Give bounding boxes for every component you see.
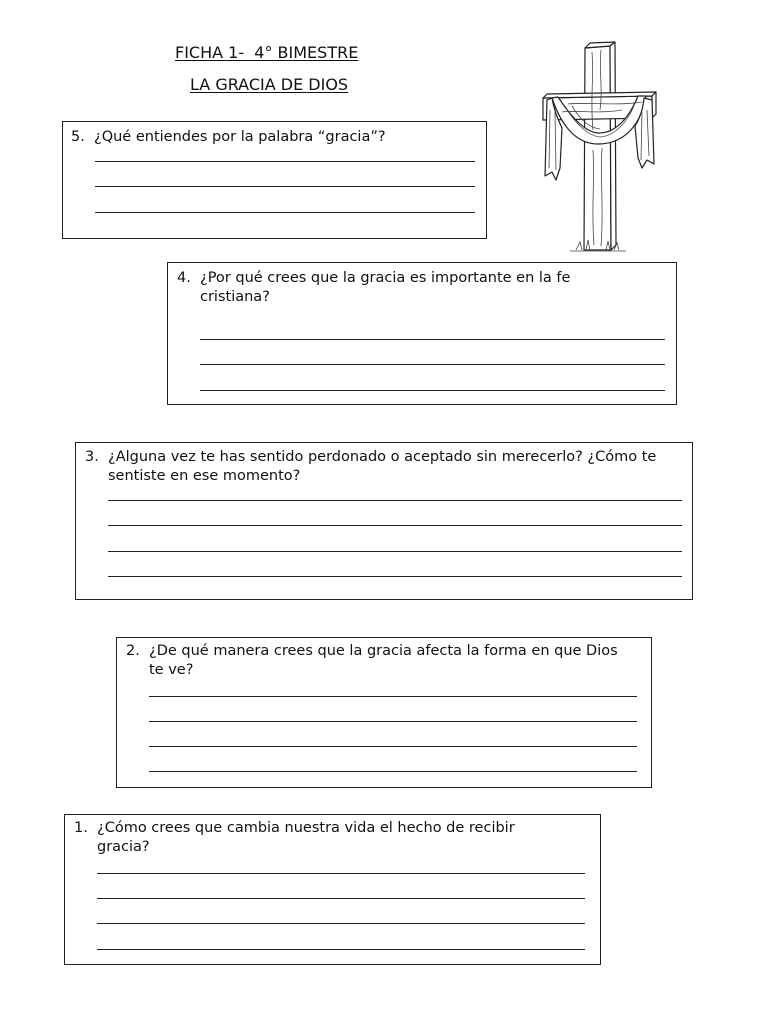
question-4 [177,269,630,307]
question-text: ¿Alguna vez te has sentido perdonado o aceptado sin merecerlo? ¿Cómo te sentiste en ese momento? [108,449,657,484]
question-2-box [116,637,652,788]
cross-with-cloth-icon [538,40,660,254]
question-2 [126,642,619,680]
answer-line[interactable] [200,364,665,365]
question-text: ¿De qué manera crees que la gracia afecta la forma en que Dios te ve? [149,643,618,678]
answer-line[interactable] [108,551,682,552]
answer-line[interactable] [108,576,682,577]
answer-line[interactable] [95,186,475,187]
question-5-box [62,121,487,239]
question-number: 4. [177,270,191,286]
question-number: 2. [126,643,140,659]
question-number: 1. [74,820,88,836]
question-text: ¿Por qué crees que la gracia es importante en la fe cristiana? [200,270,571,305]
answer-line[interactable] [149,721,637,722]
answer-line[interactable] [149,771,637,772]
answer-line[interactable] [108,500,682,501]
question-5 [71,128,484,147]
question-text: ¿Qué entiendes por la palabra “gracia”? [94,129,386,145]
question-3-box [75,442,693,600]
answer-line[interactable] [200,390,665,391]
question-number: 5. [71,129,85,145]
worksheet-title: FICHA 1- 4° BIMESTRE [175,43,359,62]
answer-line[interactable] [97,949,585,950]
answer-line[interactable] [149,696,637,697]
answer-line[interactable] [200,339,665,340]
answer-line[interactable] [149,746,637,747]
answer-line[interactable] [97,923,585,924]
question-text: ¿Cómo crees que cambia nuestra vida el hecho de recibir gracia? [97,820,515,855]
answer-line[interactable] [108,525,682,526]
question-4-box [167,262,677,405]
worksheet-subtitle: LA GRACIA DE DIOS [190,75,349,94]
question-number: 3. [85,449,99,465]
answer-line[interactable] [95,212,475,213]
question-1-box [64,814,601,965]
question-1 [74,819,557,857]
answer-line[interactable] [95,161,475,162]
question-3 [85,448,683,486]
answer-line[interactable] [97,898,585,899]
answer-line[interactable] [97,873,585,874]
